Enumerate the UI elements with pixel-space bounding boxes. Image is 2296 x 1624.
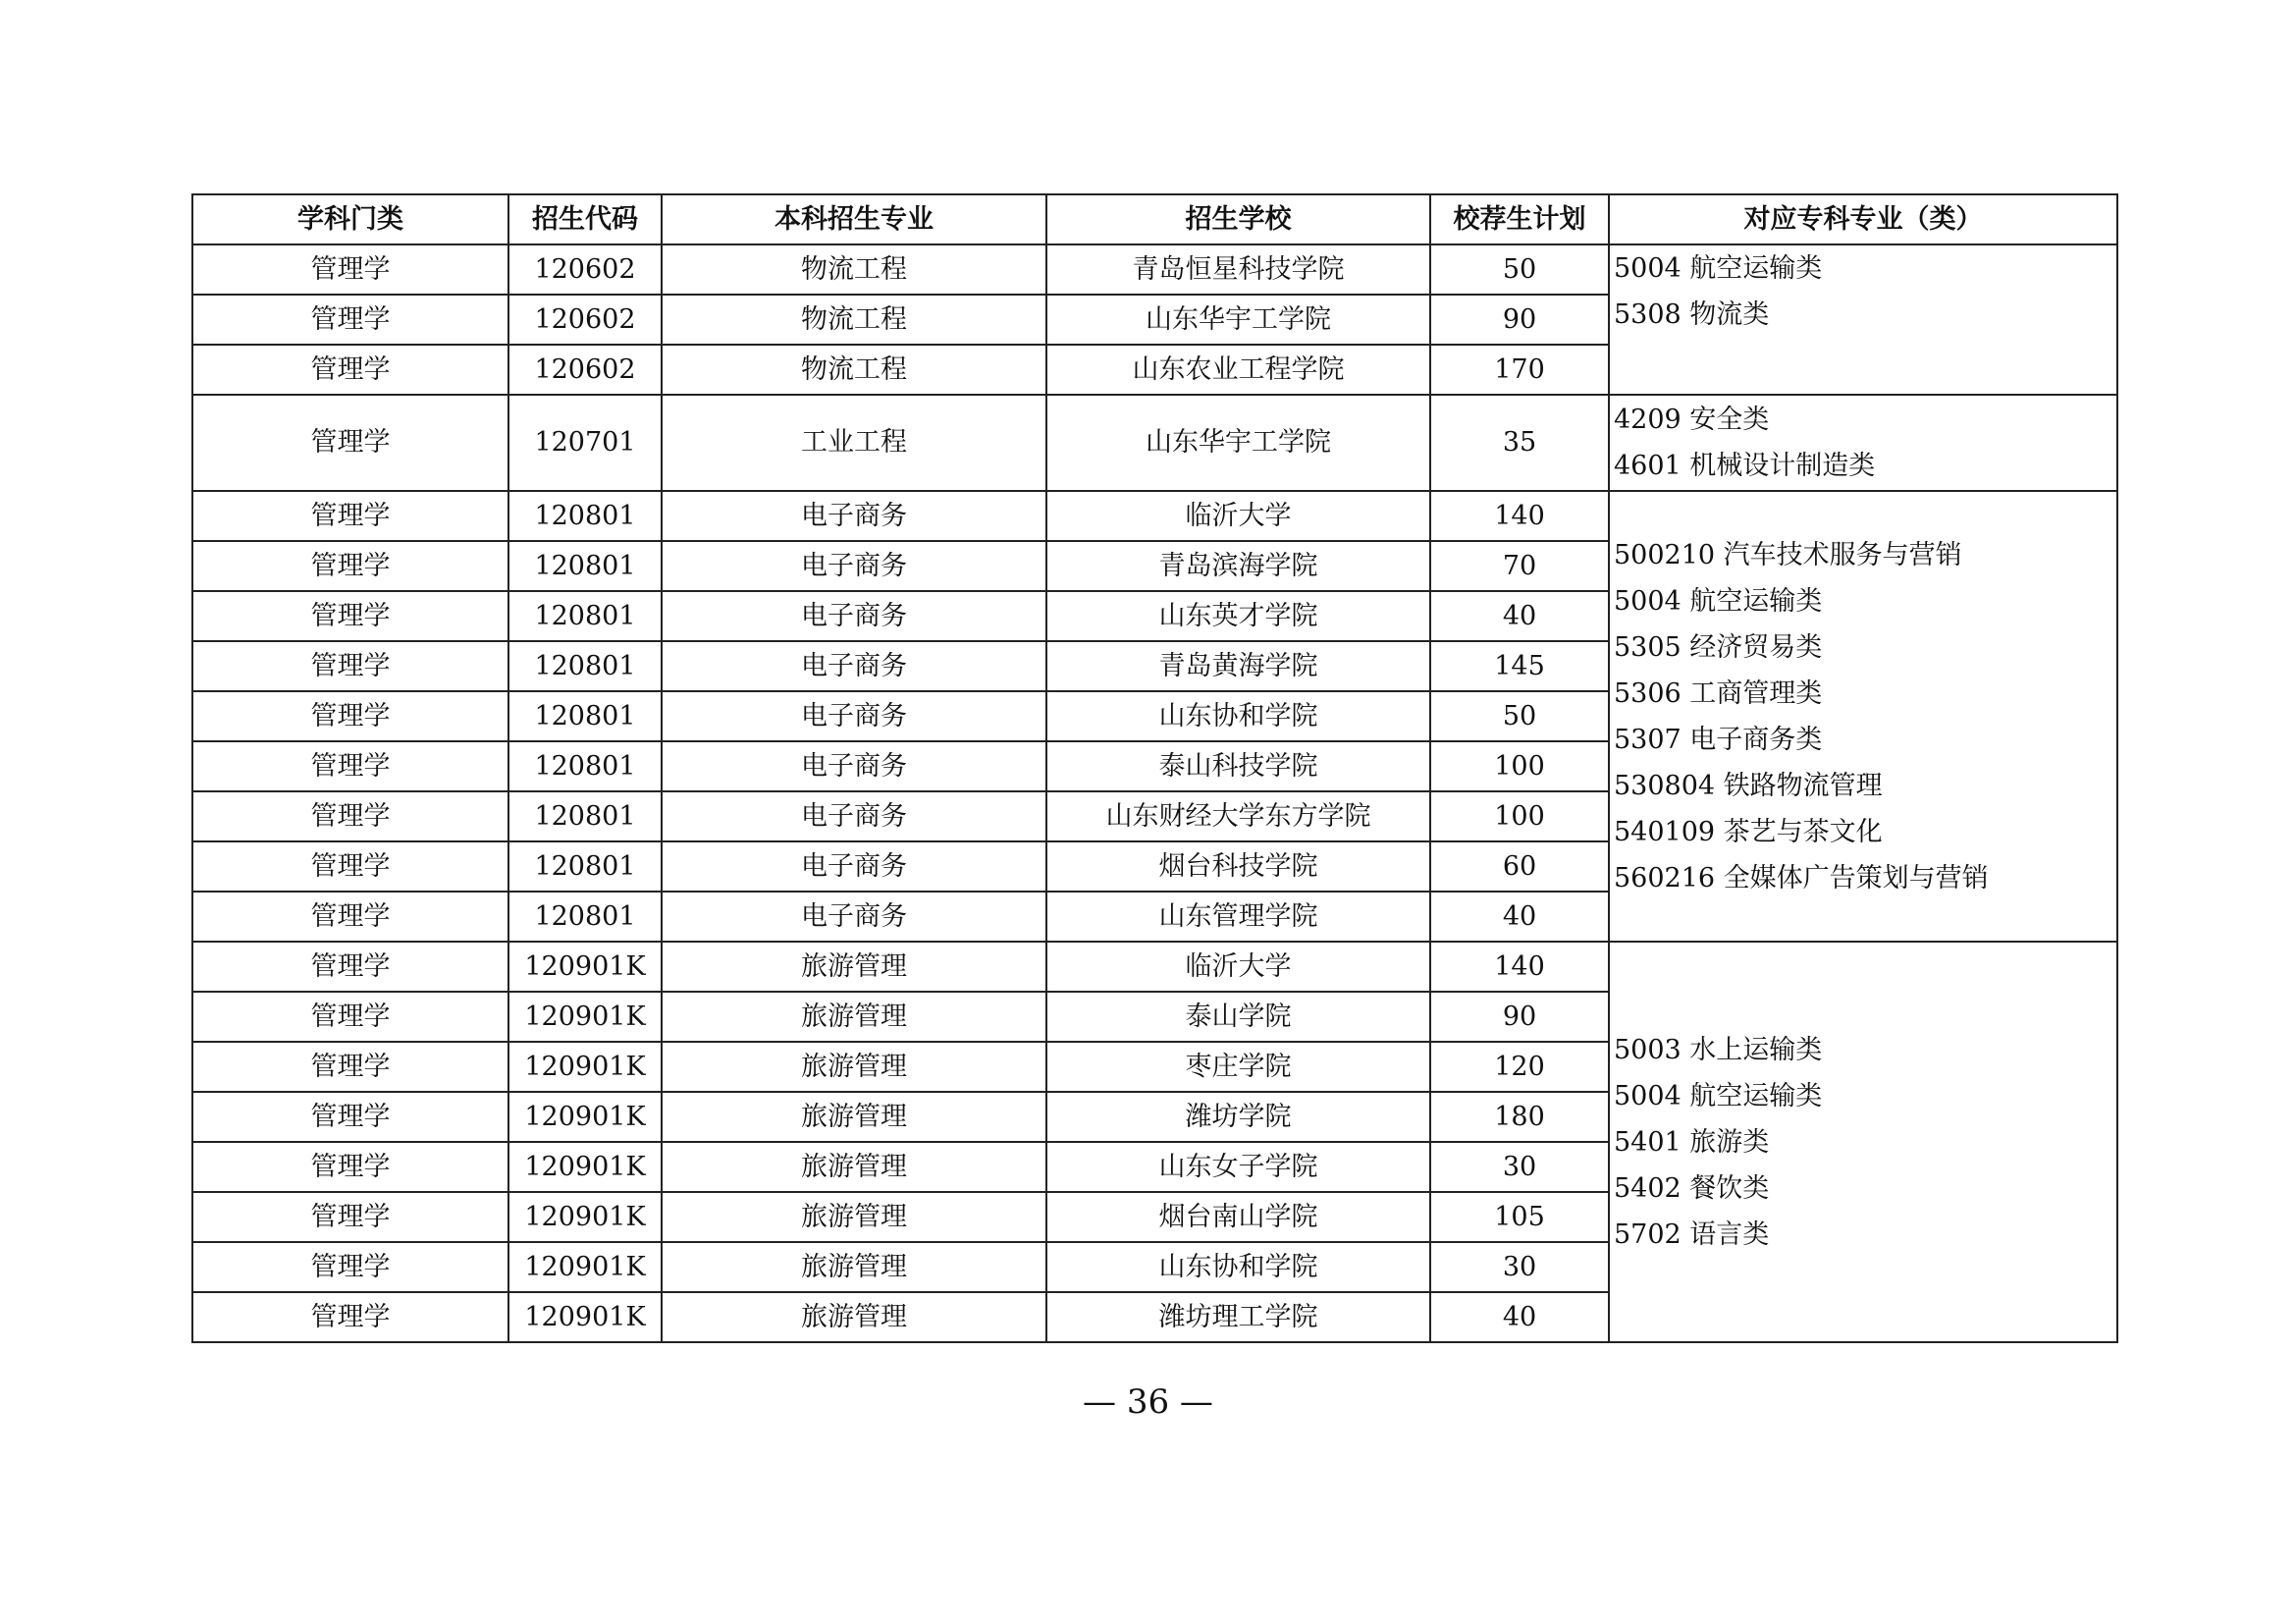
discipline-cell: 管理学 (192, 841, 508, 892)
school-cell: 山东财经大学东方学院 (1046, 791, 1430, 841)
table-row (192, 491, 2117, 541)
school-cell: 临沂大学 (1046, 942, 1430, 992)
discipline-cell: 管理学 (192, 1292, 508, 1342)
discipline-cell: 管理学 (192, 1242, 508, 1292)
quota-cell: 90 (1430, 992, 1609, 1042)
discipline-cell: 管理学 (192, 1192, 508, 1242)
discipline-cell: 管理学 (192, 1092, 508, 1142)
major-cell: 电子商务 (662, 491, 1046, 541)
major-cell: 旅游管理 (662, 1192, 1046, 1242)
school-cell: 枣庄学院 (1046, 1042, 1430, 1092)
major-cell: 电子商务 (662, 892, 1046, 942)
discipline-cell: 管理学 (192, 741, 508, 791)
major-cell: 物流工程 (662, 345, 1046, 395)
discipline-cell: 管理学 (192, 1042, 508, 1092)
code-cell: 120801 (508, 841, 662, 892)
quota-cell: 35 (1430, 395, 1609, 491)
school-cell: 山东华宇工学院 (1046, 295, 1430, 345)
discipline-cell: 管理学 (192, 345, 508, 395)
code-cell: 120801 (508, 741, 662, 791)
major-cell: 电子商务 (662, 741, 1046, 791)
specialty-cell: 5003 水上运输类 5004 航空运输类 5401 旅游类 5402 餐饮类 5702 语言类 (1609, 942, 2117, 1342)
header-school: 招生学校 (1046, 194, 1430, 244)
major-cell: 旅游管理 (662, 1042, 1046, 1092)
major-cell: 电子商务 (662, 541, 1046, 591)
quota-cell: 170 (1430, 345, 1609, 395)
school-cell: 潍坊理工学院 (1046, 1292, 1430, 1342)
discipline-cell: 管理学 (192, 791, 508, 841)
discipline-cell: 管理学 (192, 244, 508, 295)
school-cell: 山东农业工程学院 (1046, 345, 1430, 395)
discipline-cell: 管理学 (192, 942, 508, 992)
quota-cell: 40 (1430, 1292, 1609, 1342)
school-cell: 烟台南山学院 (1046, 1192, 1430, 1242)
major-cell: 旅游管理 (662, 1092, 1046, 1142)
discipline-cell: 管理学 (192, 641, 508, 691)
table-row (192, 395, 2117, 491)
school-cell: 潍坊学院 (1046, 1092, 1430, 1142)
major-cell: 电子商务 (662, 691, 1046, 741)
quota-cell: 180 (1430, 1092, 1609, 1142)
specialty-cell: 5004 航空运输类 5308 物流类 (1609, 244, 2117, 395)
quota-cell: 140 (1430, 491, 1609, 541)
code-cell: 120801 (508, 791, 662, 841)
school-cell: 临沂大学 (1046, 491, 1430, 541)
school-cell: 山东英才学院 (1046, 591, 1430, 641)
table-row (192, 942, 2117, 992)
enrollment-table (191, 193, 2118, 1343)
quota-cell: 100 (1430, 791, 1609, 841)
code-cell: 120901K (508, 942, 662, 992)
quota-cell: 50 (1430, 244, 1609, 295)
header-major: 本科招生专业 (662, 194, 1046, 244)
discipline-cell: 管理学 (192, 491, 508, 541)
major-cell: 旅游管理 (662, 1142, 1046, 1192)
school-cell: 泰山学院 (1046, 992, 1430, 1042)
major-cell: 电子商务 (662, 641, 1046, 691)
document-body (191, 193, 2116, 1343)
code-cell: 120801 (508, 691, 662, 741)
school-cell: 青岛黄海学院 (1046, 641, 1430, 691)
discipline-cell: 管理学 (192, 295, 508, 345)
specialty-cell: 4209 安全类 4601 机械设计制造类 (1609, 395, 2117, 491)
discipline-cell: 管理学 (192, 1142, 508, 1192)
major-cell: 旅游管理 (662, 992, 1046, 1042)
major-cell: 电子商务 (662, 591, 1046, 641)
quota-cell: 70 (1430, 541, 1609, 591)
code-cell: 120901K (508, 1092, 662, 1142)
quota-cell: 140 (1430, 942, 1609, 992)
quota-cell: 105 (1430, 1192, 1609, 1242)
discipline-cell: 管理学 (192, 892, 508, 942)
quota-cell: 40 (1430, 591, 1609, 641)
code-cell: 120602 (508, 244, 662, 295)
header-code: 招生代码 (508, 194, 662, 244)
school-cell: 青岛恒星科技学院 (1046, 244, 1430, 295)
code-cell: 120901K (508, 992, 662, 1042)
discipline-cell: 管理学 (192, 992, 508, 1042)
code-cell: 120801 (508, 892, 662, 942)
header-discipline: 学科门类 (192, 194, 508, 244)
specialty-cell: 500210 汽车技术服务与营销 5004 航空运输类 5305 经济贸易类 5306 工商管理类 5307 电子商务类 530804 铁路物流管理 540109 茶艺与茶文化 560216 全媒体广告策划与营销 (1609, 491, 2117, 942)
code-cell: 120901K (508, 1142, 662, 1192)
code-cell: 120801 (508, 591, 662, 641)
code-cell: 120801 (508, 641, 662, 691)
code-cell: 120801 (508, 541, 662, 591)
school-cell: 泰山科技学院 (1046, 741, 1430, 791)
school-cell: 山东华宇工学院 (1046, 395, 1430, 491)
major-cell: 物流工程 (662, 244, 1046, 295)
discipline-cell: 管理学 (192, 541, 508, 591)
header-quota: 校荐生计划 (1430, 194, 1609, 244)
quota-cell: 30 (1430, 1242, 1609, 1292)
header-row (192, 194, 2117, 244)
major-cell: 物流工程 (662, 295, 1046, 345)
quota-cell: 40 (1430, 892, 1609, 942)
school-cell: 山东协和学院 (1046, 1242, 1430, 1292)
major-cell: 旅游管理 (662, 1242, 1046, 1292)
quota-cell: 30 (1430, 1142, 1609, 1192)
school-cell: 青岛滨海学院 (1046, 541, 1430, 591)
quota-cell: 120 (1430, 1042, 1609, 1092)
school-cell: 山东协和学院 (1046, 691, 1430, 741)
code-cell: 120801 (508, 491, 662, 541)
code-cell: 120901K (508, 1242, 662, 1292)
quota-cell: 90 (1430, 295, 1609, 345)
major-cell: 旅游管理 (662, 942, 1046, 992)
major-cell: 电子商务 (662, 791, 1046, 841)
code-cell: 120901K (508, 1292, 662, 1342)
table-row (192, 244, 2117, 295)
header-specialty: 对应专科专业（类） (1609, 194, 2117, 244)
page-number: — 36 — (1083, 1382, 1213, 1422)
code-cell: 120901K (508, 1192, 662, 1242)
school-cell: 山东女子学院 (1046, 1142, 1430, 1192)
major-cell: 电子商务 (662, 841, 1046, 892)
quota-cell: 50 (1430, 691, 1609, 741)
major-cell: 工业工程 (662, 395, 1046, 491)
quota-cell: 145 (1430, 641, 1609, 691)
school-cell: 烟台科技学院 (1046, 841, 1430, 892)
discipline-cell: 管理学 (192, 395, 508, 491)
code-cell: 120602 (508, 295, 662, 345)
discipline-cell: 管理学 (192, 691, 508, 741)
discipline-cell: 管理学 (192, 591, 508, 641)
quota-cell: 60 (1430, 841, 1609, 892)
code-cell: 120901K (508, 1042, 662, 1092)
code-cell: 120602 (508, 345, 662, 395)
school-cell: 山东管理学院 (1046, 892, 1430, 942)
quota-cell: 100 (1430, 741, 1609, 791)
major-cell: 旅游管理 (662, 1292, 1046, 1342)
table-body (192, 244, 2117, 1342)
code-cell: 120701 (508, 395, 662, 491)
